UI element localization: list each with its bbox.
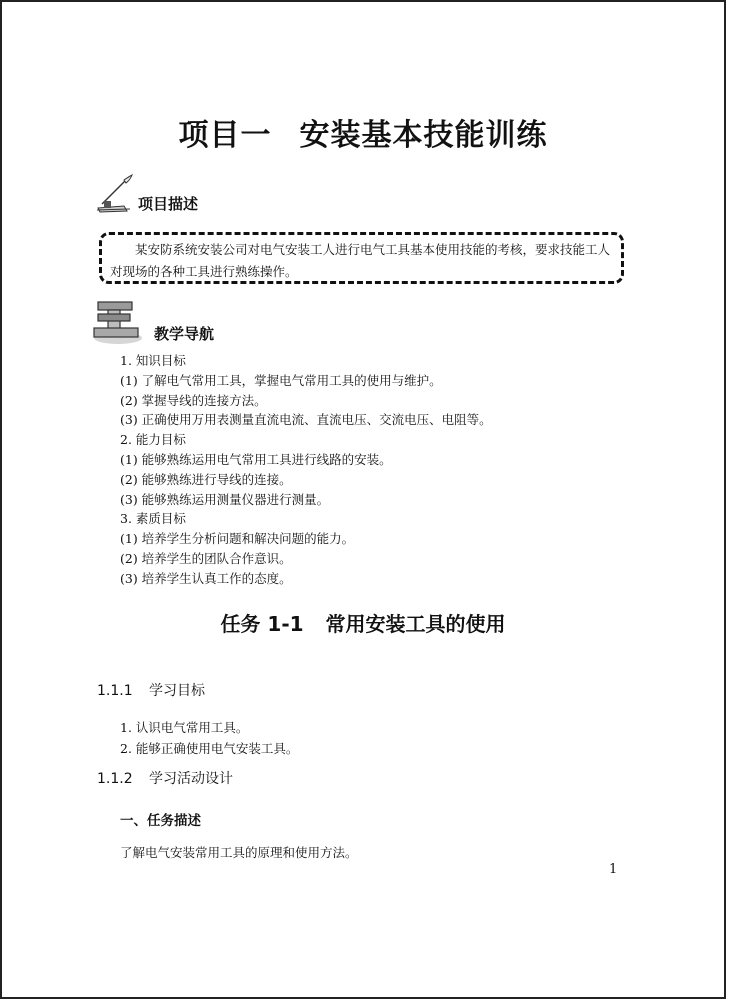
book-stack-icon <box>92 298 150 346</box>
teaching-guide-list <box>120 351 492 589</box>
task-title <box>2 608 724 637</box>
list-item: (2) 掌握导线的连接方法。 <box>120 392 267 408</box>
list-item: 1. 认识电气常用工具。 <box>120 720 249 735</box>
section-heading-1-1-1 <box>97 680 205 700</box>
list-item: (1) 培养学生分析问题和解决问题的能力。 <box>120 531 355 547</box>
list-item: 1. 知识目标 <box>120 353 186 368</box>
teaching-guide-header <box>92 298 214 346</box>
task-number: 任务 1-1 <box>220 612 304 636</box>
section-number: 1.1.2 <box>97 771 133 787</box>
task-description-heading: 一、任务描述 <box>120 813 201 829</box>
list-item: (3) 培养学生认真工作的态度。 <box>120 570 292 586</box>
project-description-heading: 项目描述 <box>138 195 199 213</box>
list-item: (1) 能够熟练运用电气常用工具进行线路的安装。 <box>120 451 392 467</box>
project-title <box>2 110 724 154</box>
list-item: (3) 正确使用万用表测量直流电流、直流电压、交流电压、电阻等。 <box>120 412 492 428</box>
section-heading-1-1-2 <box>97 768 233 788</box>
task-description-text: 了解电气安装常用工具的原理和使用方法。 <box>120 845 358 860</box>
list-item: 3. 素质目标 <box>120 511 186 527</box>
project-description-text: 某安防系统安装公司对电气安装工人进行电气工具基本使用技能的考核，要求技能工人对现场的各种工具进行熟练操作。 <box>110 242 611 279</box>
section-number: 1.1.1 <box>97 683 133 699</box>
project-title-text: 安装基本技能训练 <box>299 118 548 153</box>
task-name: 常用安装工具的使用 <box>325 612 506 636</box>
section-title: 学习活动设计 <box>149 771 233 787</box>
list-item: (2) 培养学生的团队合作意识。 <box>120 550 292 566</box>
page-number: 1 <box>609 862 618 877</box>
project-title-number: 项目一 <box>178 118 272 153</box>
teaching-guide-heading: 教学导航 <box>154 325 215 343</box>
list-item: 2. 能够正确使用电气安装工具。 <box>120 741 299 756</box>
learning-goals-list <box>120 717 298 759</box>
list-item: (3) 能够熟练运用测量仪器进行测量。 <box>120 491 330 507</box>
list-item: 2. 能力目标 <box>120 432 186 448</box>
project-description-header <box>94 174 198 214</box>
section-title: 学习目标 <box>149 683 205 699</box>
project-description-box <box>99 232 624 284</box>
list-item: (2) 能够熟练进行导线的连接。 <box>120 471 292 487</box>
list-item: (1) 了解电气常用工具，掌握电气常用工具的使用与维护。 <box>120 372 442 388</box>
pen-paper-icon <box>94 174 134 214</box>
